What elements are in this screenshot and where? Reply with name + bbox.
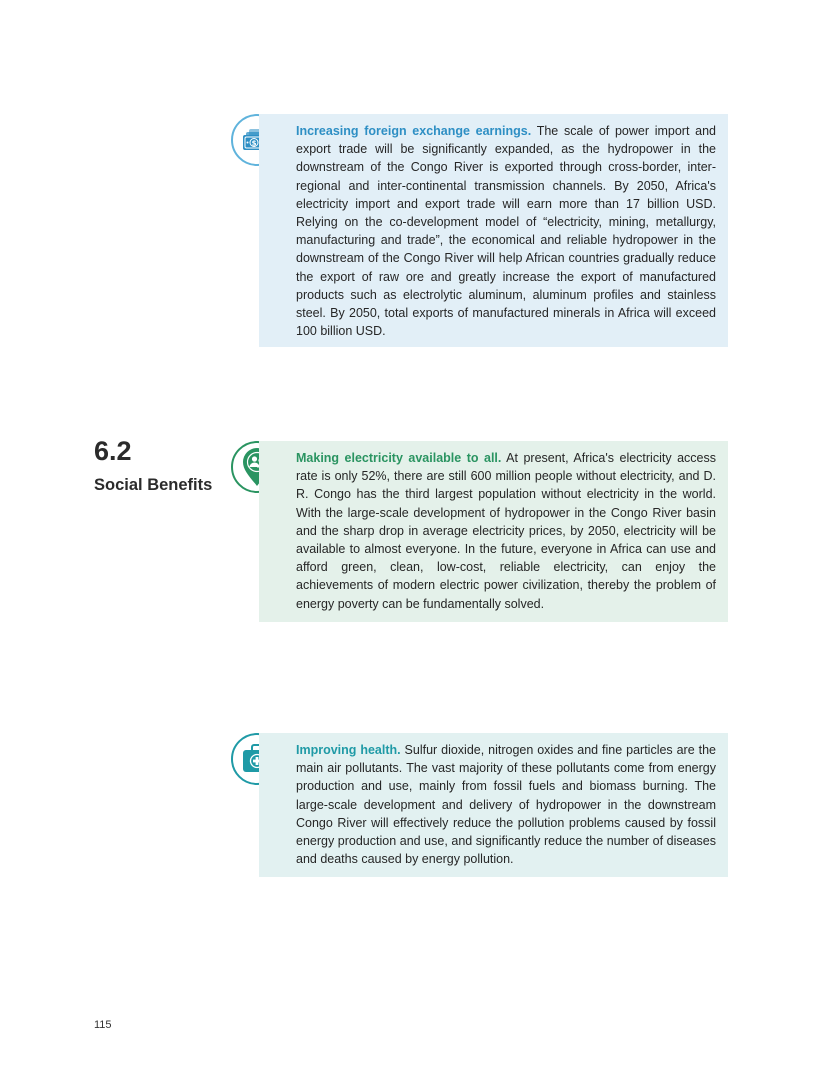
foreign-exchange-card <box>259 114 728 347</box>
card-body: At present, Africa's electricity access rate is only 52%, there are still 600 million people without electricity, and D. R. Congo has the third largest population without electricity in the world. With the large-scale development of hydropower in the Congo River basin and the sharp drop in average electricity prices, by 2050, electricity will be available to almost everyone. In the future, everyone in Africa can use and afford green, clean, low-cost, reliable electricity, can enjoy the achievements of modern electric power civilization, thereby the problem of energy poverty can be fundamentally solved. <box>296 451 716 611</box>
section-number: 6.2 <box>94 436 132 466</box>
card-lead: Increasing foreign exchange earnings. <box>296 124 532 138</box>
card-body: The scale of power import and export trade will be significantly expanded, as the hydropower in the downstream of the Congo River is exported through cross-border, inter-regional and inter-continental transmission channels. By 2050, Africa's electricity import and export trade will earn more than 17 billion USD. Relying on the co-development model of “electricity, mining, metallurgy, manufacturing and trade”, the economical and reliable hydropower in the downstream of the Congo River will help African countries gradually reduce the export of raw ore and greatly increase the export of manufactured products such as electrolytic aluminum, aluminum profiles and stainless steel. By 2050, total exports of manufactured minerals in Africa will exceed 100 billion USD. <box>296 124 716 339</box>
section-title: Social Benefits <box>94 476 213 494</box>
page-number: 115 <box>94 1019 112 1031</box>
svg-text:$: $ <box>251 139 257 148</box>
card-body: Sulfur dioxide, nitrogen oxides and fine particles are the main air pollutants. The vast majority of these pollutants come from energy production and use, mainly from fossil fuels and biomass burning. The large-scale development and delivery of hydropower in the downstream Congo River will effectively reduce the pollution problems caused by fossil energy production and use, and significantly reduce the number of diseases and deaths caused by energy pollution. <box>296 743 716 867</box>
electricity-access-card <box>259 441 728 622</box>
card-lead: Improving health. <box>296 743 401 757</box>
health-card <box>259 733 728 877</box>
card-lead: Making electricity available to all. <box>296 451 502 465</box>
